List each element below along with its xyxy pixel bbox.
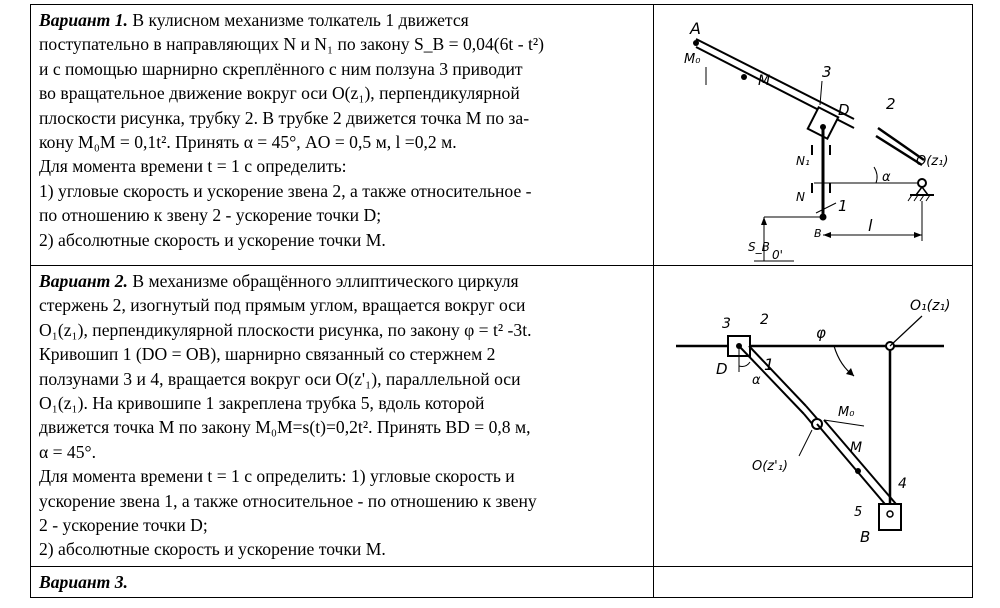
label-1: 1 — [838, 197, 848, 215]
label-1: 1 — [764, 355, 775, 374]
label-o-z1: O(z₁) — [916, 154, 949, 169]
point-m-marker — [741, 74, 747, 80]
pivot-o — [908, 179, 934, 201]
v1-heading: Вариант 1. — [39, 10, 128, 30]
variants-table — [30, 4, 973, 598]
variant-3-text-cell — [31, 567, 654, 598]
variant-3-text — [31, 567, 653, 594]
ellipse-compass-figure — [654, 266, 972, 566]
label-o1-z1: O₁(z₁) — [910, 298, 951, 314]
label-2: 2 — [760, 312, 769, 328]
label-d: D — [838, 101, 850, 119]
m0-pointer — [824, 420, 864, 426]
label-4: 4 — [898, 476, 907, 492]
v1-line-1-text: В кулисном механизме толкатель 1 движется — [127, 10, 469, 30]
label-alpha: α — [882, 170, 891, 185]
v2-line-6: O₁(z₁). На кривошипе 1 закреплена трубка 5, вдоль которой — [39, 393, 485, 414]
v1-line-2: поступательно в направляющих N и N₁ по закону S_B = 0,04(6t - t²) — [39, 34, 544, 55]
v2-line-8: α = 45°. — [39, 441, 96, 462]
kulisa-mechanism-figure — [654, 5, 972, 265]
v1-line-6: кону M₀M = 0,1t². Принять α = 45°, AO = 0,5 м, l =0,2 м. — [39, 132, 457, 153]
variant-3-row — [31, 567, 973, 598]
v1-line-9: по отношению к звену 2 - ускорение точки D; — [39, 205, 382, 226]
label-o-prime: 0' — [772, 248, 783, 262]
label-alpha: α — [752, 373, 761, 388]
variant-1-figure-cell — [654, 5, 973, 266]
alpha-arc — [739, 362, 750, 367]
variant-3-figure-cell — [654, 567, 973, 598]
label-m0: M₀ — [684, 52, 701, 67]
v1-line-8: 1) угловые скорость и ускорение звена 2, а также относительное - — [39, 180, 532, 201]
v2-line-2: стержень 2, изогнутый под прямым углом, вращается вокруг оси — [39, 295, 526, 316]
label-n1: N₁ — [796, 154, 810, 168]
label-3: 3 — [722, 316, 731, 332]
label-phi: φ — [816, 324, 826, 342]
v2-line-11: 2 - ускорение точки D; — [39, 515, 208, 536]
v2-line-1 — [39, 269, 645, 293]
variant-2-text-cell — [31, 266, 654, 567]
v2-line-3: O₁(z₁), перпендикулярной плоскости рисунка, по закону φ = t² -3t. — [39, 319, 532, 340]
label-m0: M₀ — [838, 405, 855, 420]
label-m: M — [850, 440, 863, 456]
variant-1-row — [31, 5, 973, 266]
v2-line-1-text: В механизме обращённого эллиптического циркуля — [127, 271, 519, 291]
v1-line-4: во вращательное движение вокруг оси O(z₁), перпендикулярной — [39, 83, 520, 104]
tube-5 — [817, 420, 896, 510]
pusher-1 — [812, 129, 836, 221]
variant-2-row — [31, 266, 973, 567]
label-b: B — [860, 528, 871, 546]
variant-1-text-cell — [31, 5, 654, 266]
dimension-sb — [754, 217, 823, 261]
label-l: l — [868, 216, 873, 235]
v2-heading: Вариант 2. — [39, 271, 128, 291]
v2-line-5: ползунами 3 и 4, вращается вокруг оси O(z'₁), параллельной оси — [39, 368, 521, 389]
point-a-marker — [693, 40, 699, 46]
o-pointer — [799, 430, 812, 456]
v2-line-9: Для момента времени t = 1 c определить: 1) угловые скорость и — [39, 466, 515, 487]
variant-2-text — [31, 266, 653, 562]
v1-line-5: плоскости рисунка, трубку 2. В трубке 2 движется точка M по за- — [39, 107, 530, 128]
alpha-arc — [874, 167, 877, 183]
label-5: 5 — [854, 505, 863, 520]
label-sb: S_B — [748, 240, 770, 254]
variant-2-figure-cell — [654, 266, 973, 567]
label-b: B — [814, 227, 822, 240]
variant-1-text — [31, 5, 653, 252]
v1-line-1 — [39, 8, 645, 32]
hinge-b — [887, 511, 893, 517]
label-3: 3 — [822, 63, 832, 81]
label-o-z1-prime: O(z'₁) — [752, 459, 788, 474]
v2-line-12: 2) абсолютные скорость и ускорение точки M. — [39, 539, 386, 560]
label-d: D — [716, 360, 728, 378]
v3-heading: Вариант 3. — [39, 572, 128, 592]
v1-line-7: Для момента времени t = 1 c определить: — [39, 156, 347, 177]
v2-line-4: Кривошип 1 (DO = OB), шарнирно связанный со стержнем 2 — [39, 344, 496, 365]
v1-line-10: 2) абсолютные скорость и ускорение точки M. — [39, 229, 386, 250]
v2-line-7: движется точка M по закону M₀M=s(t)=0,2t². Принять BD = 0,8 м, — [39, 417, 531, 438]
v2-line-10: ускорение звена 1, а также относительное - по отношению к звену — [39, 490, 537, 511]
label-a: A — [690, 19, 701, 38]
v1-line-3: и с помощью шарнирно скреплённого с ним ползуна 3 приводит — [39, 58, 523, 79]
label-2: 2 — [886, 95, 896, 113]
label-m: M — [758, 73, 771, 89]
label-n: N — [796, 190, 805, 204]
